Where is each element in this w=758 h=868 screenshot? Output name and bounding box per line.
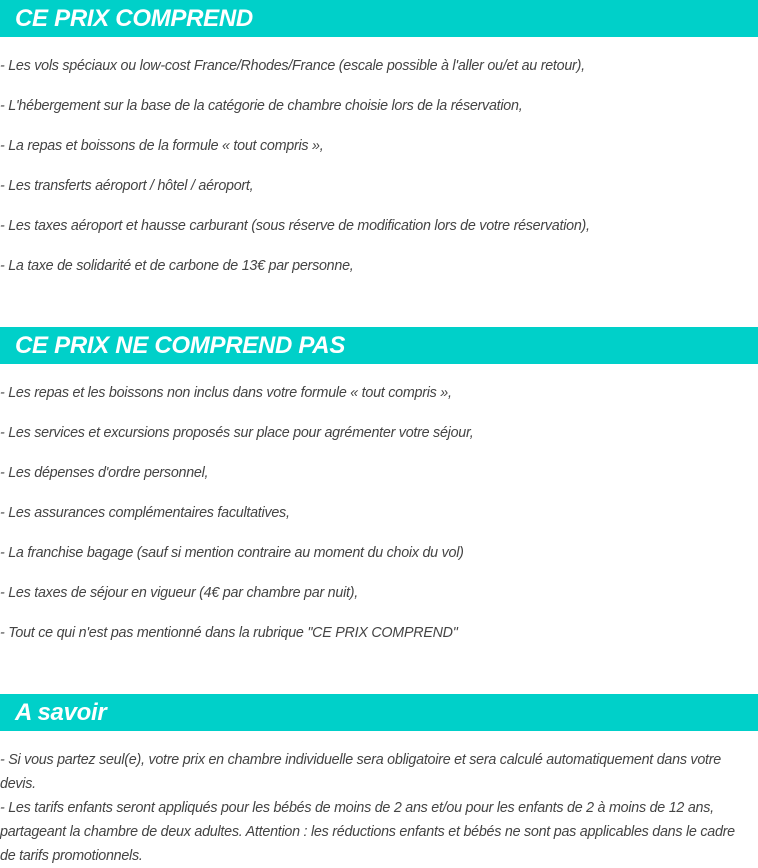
list-item: - Les dépenses d'ordre personnel,	[0, 465, 209, 481]
info-paragraph: - Les tarifs enfants seront appliqués pour les bébés de moins de 2 ans et/ou pour les enfants de 2 à moins de 12 ans, partageant la chambre de deux adultes. Attention : les réductions enfants et bébés ne sont pas applicables dans le cadre de tarifs promotionnels.	[0, 800, 735, 864]
section-title: CE PRIX NE COMPREND PAS	[15, 332, 346, 359]
section-header-included	[0, 0, 758, 37]
list-item: - Les taxes aéroport et hausse carburant (sous réserve de modification lors de votre réservation),	[0, 218, 590, 234]
info-paragraph: - Si vous partez seul(e), votre prix en chambre individuelle sera obligatoire et sera calculé automatiquement dans votre devis.	[0, 752, 721, 792]
list-item: - La repas et boissons de la formule « tout compris »,	[0, 138, 324, 154]
section-title: CE PRIX COMPREND	[15, 5, 253, 32]
list-item: - Les taxes de séjour en vigueur (4€ par chambre par nuit),	[0, 585, 358, 601]
list-item: - Les repas et les boissons non inclus dans votre formule « tout compris »,	[0, 385, 452, 401]
list-item: - Les assurances complémentaires facultatives,	[0, 505, 290, 521]
list-item: - La taxe de solidarité et de carbone de 13€ par personne,	[0, 258, 354, 274]
list-item: - Les vols spéciaux ou low-cost France/Rhodes/France (escale possible à l'aller ou/et au retour),	[0, 58, 585, 74]
list-item: - L'hébergement sur la base de la catégorie de chambre choisie lors de la réservation,	[0, 98, 523, 114]
section-title: A savoir	[15, 699, 107, 726]
section-header-good-to-know	[0, 694, 758, 731]
list-item: - La franchise bagage (sauf si mention contraire au moment du choix du vol)	[0, 545, 464, 561]
section-header-not-included	[0, 327, 758, 364]
list-item: - Tout ce qui n'est pas mentionné dans la rubrique "CE PRIX COMPREND"	[0, 625, 458, 641]
list-item: - Les services et excursions proposés sur place pour agrémenter votre séjour,	[0, 425, 474, 441]
list-item: - Les transferts aéroport / hôtel / aéroport,	[0, 178, 254, 194]
